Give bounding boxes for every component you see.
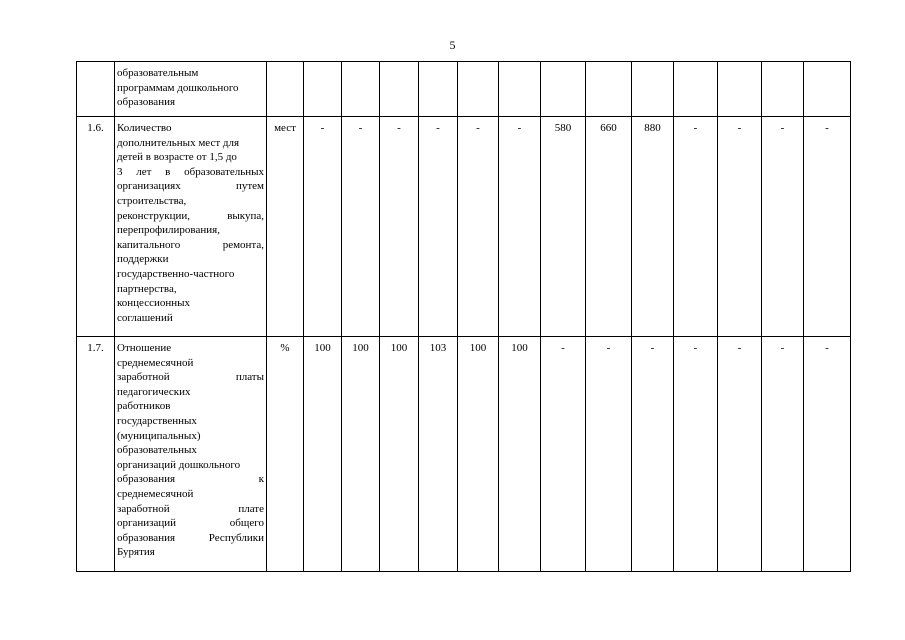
value-cell: 100 <box>499 337 541 572</box>
value-cell: - <box>632 337 674 572</box>
value-cell: 100 <box>304 337 342 572</box>
indicator-name-line: перепрофилирования, <box>117 224 220 237</box>
indicator-name-line: соглашений <box>117 311 173 324</box>
row-number: 1.7. <box>77 337 115 572</box>
indicator-name <box>115 337 267 572</box>
indicator-name-line: (муниципальных) <box>117 429 201 442</box>
value-cell: - <box>342 117 380 337</box>
indicator-name-line: детей в возрасте от 1,5 до <box>117 151 237 164</box>
unit-cell: % <box>267 337 304 572</box>
value-cell: - <box>674 337 718 572</box>
value-cell: 100 <box>342 337 380 572</box>
value-cell: - <box>674 117 718 337</box>
indicator-name-line: Отношение <box>117 342 172 354</box>
indicator-name-line: образовательным <box>117 67 199 79</box>
indicator-name-line: работников <box>117 400 171 413</box>
indicator-name-line: заработной платы <box>117 371 264 384</box>
indicator-name-line: концессионных <box>117 297 191 310</box>
value-cell <box>380 62 419 117</box>
indicators-table <box>76 61 851 572</box>
indicator-name-line: государственно-частного <box>117 267 235 280</box>
table-row <box>77 337 851 572</box>
value-cell: 880 <box>632 117 674 337</box>
table-row <box>77 117 851 337</box>
indicator-name-line: поддержки <box>117 253 169 266</box>
indicator-name-line: среднемесячной <box>117 356 194 369</box>
indicator-name-line: организациях путем <box>117 180 264 193</box>
value-cell: - <box>499 117 541 337</box>
indicator-name-line: реконструкции, выкупа, <box>117 209 264 222</box>
value-cell: 100 <box>458 337 499 572</box>
value-cell <box>499 62 541 117</box>
value-cell <box>762 62 804 117</box>
row-number: 1.6. <box>77 117 115 337</box>
value-cell: - <box>380 117 419 337</box>
value-cell <box>541 62 586 117</box>
value-cell: - <box>718 117 762 337</box>
unit-cell <box>267 62 304 117</box>
indicator-name-line: строительства, <box>117 194 187 207</box>
value-cell: - <box>304 117 342 337</box>
value-cell: - <box>804 337 851 572</box>
indicator-name-line: капитального ремонта, <box>117 238 264 251</box>
indicator-name-line: среднемесячной <box>117 487 194 500</box>
indicator-name-line: программам дошкольного <box>117 81 239 94</box>
table-row <box>77 62 851 117</box>
row-number <box>77 62 115 117</box>
value-cell: - <box>458 117 499 337</box>
value-cell <box>419 62 458 117</box>
indicator-name-line: партнерства, <box>117 282 177 295</box>
indicator-name-line: дополнительных мест для <box>117 136 240 149</box>
indicator-name-line: организаций дошкольного <box>117 458 241 471</box>
value-cell <box>674 62 718 117</box>
value-cell: - <box>762 337 804 572</box>
value-cell <box>632 62 674 117</box>
value-cell <box>586 62 632 117</box>
value-cell <box>718 62 762 117</box>
indicator-name-line: образования к <box>117 473 264 486</box>
value-cell: - <box>586 337 632 572</box>
indicator-name-line: образовательных <box>117 444 197 457</box>
indicator-name-line: педагогических <box>117 385 191 398</box>
value-cell <box>458 62 499 117</box>
page-number: 5 <box>449 38 456 52</box>
indicator-name-line: Количество <box>117 122 172 134</box>
value-cell: - <box>762 117 804 337</box>
indicator-name-line: образования <box>117 96 176 109</box>
indicator-name-line: 3 лет в образовательных <box>117 165 264 178</box>
table-body <box>77 62 851 572</box>
indicator-name-line: заработной плате <box>117 502 264 515</box>
value-cell: - <box>419 117 458 337</box>
value-cell: - <box>718 337 762 572</box>
value-cell: 580 <box>541 117 586 337</box>
value-cell: 100 <box>380 337 419 572</box>
value-cell: 103 <box>419 337 458 572</box>
indicator-name-line: организаций общего <box>117 517 264 530</box>
indicator-name-line: государственных <box>117 414 197 427</box>
indicator-name <box>115 62 267 117</box>
value-cell <box>304 62 342 117</box>
value-cell: - <box>804 117 851 337</box>
value-cell <box>804 62 851 117</box>
indicator-name-line: образования Республики <box>117 531 264 544</box>
unit-cell: мест <box>267 117 304 337</box>
value-cell: - <box>541 337 586 572</box>
value-cell <box>342 62 380 117</box>
value-cell: 660 <box>586 117 632 337</box>
indicator-name-line: Бурятия <box>117 546 155 559</box>
indicator-name <box>115 117 267 337</box>
